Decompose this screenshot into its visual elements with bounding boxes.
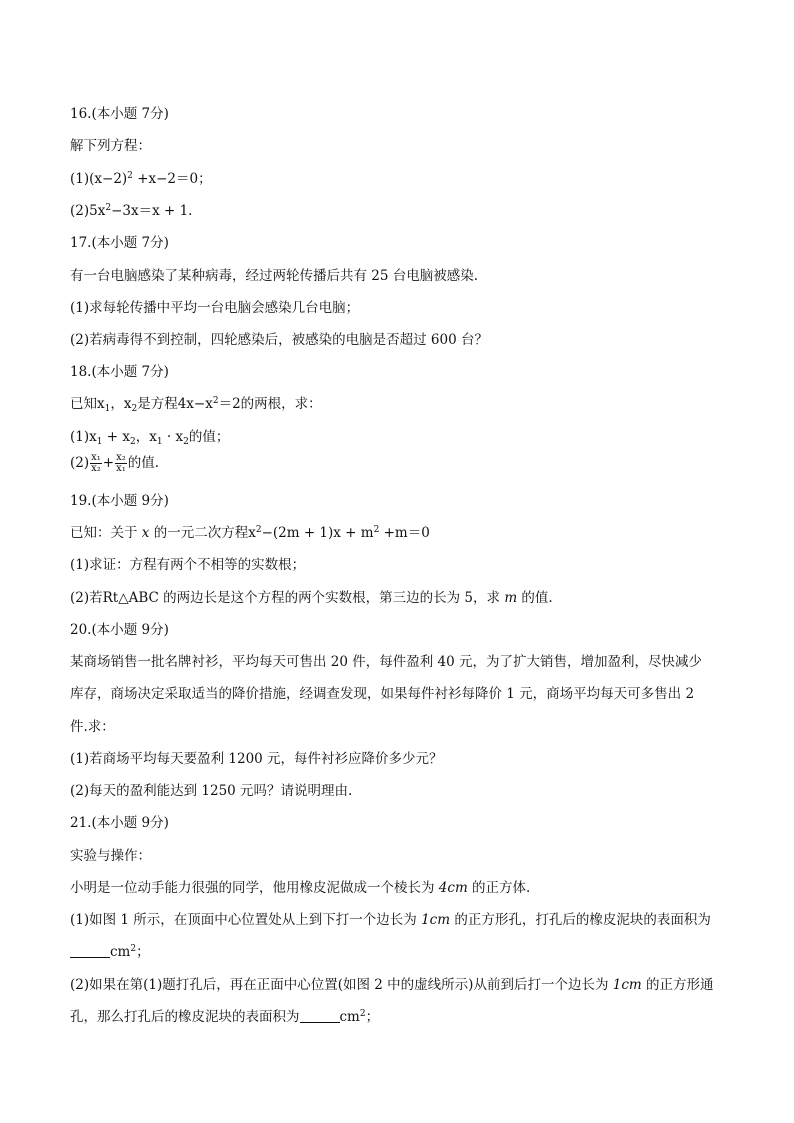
q21-stem: 小明是一位动手能力很强的同学，他用橡皮泥做成一个棱长为 4cm 的正方体. bbox=[70, 880, 531, 896]
q20-stem-line3: 件.求： bbox=[70, 719, 115, 735]
q20-stem-line2: 库存，商场决定采取适当的降价措施，经调查发现，如果每件衬衫每降价 1 元，商场平均每天可多售出 2 bbox=[70, 686, 695, 702]
q19-title: 19.(本小题 9分) bbox=[70, 493, 169, 509]
answer-blank[interactable] bbox=[300, 1009, 340, 1023]
q19-part1: (1)求证：方程有两个不相等的实数根； bbox=[70, 557, 306, 573]
q17-title: 17.(本小题 7分) bbox=[70, 235, 169, 251]
q17-part2: (2)若病毒得不到控制，四轮感染后，被感染的电脑是否超过 600 台？ bbox=[70, 332, 488, 348]
q18-part2: (2) $\frac{\text{x₁}}{\text{x₂}}$ + $\frac{\text{x₂}}{\text{x₁}}$ 的值. bbox=[70, 452, 160, 474]
q21-title: 21.(本小题 9分) bbox=[70, 815, 169, 831]
q20-part1: (1)若商场平均每天要盈利 1200 元，每件衬衫应降价多少元？ bbox=[70, 751, 443, 767]
q17-part1: (1)求每轮传播中平均一台电脑会感染几台电脑； bbox=[70, 300, 360, 316]
q21-part2-line1: (2)如果在第(1)题打孔后，再在正面中心位置(如图 2 中的虚线所示)从前到后打一个边长为 1cm 的正方形通 bbox=[70, 977, 714, 993]
q21-part1-line1: (1)如图 1 所示，在顶面中心位置处从上到下打一个边长为 1cm 的正方形孔，打孔后的橡皮泥块的表面积为 bbox=[70, 912, 711, 928]
answer-blank[interactable] bbox=[70, 944, 110, 958]
q16-title: 16.(本小题 7分) bbox=[70, 106, 169, 122]
q21-intro: 实验与操作： bbox=[70, 848, 151, 864]
q20-title: 20.(本小题 9分) bbox=[70, 622, 169, 638]
q18-part1: $(1)x_1 + x_2$，$x_1 \cdot x_2$的值； bbox=[70, 429, 230, 447]
q20-stem-line1: 某商场销售一批名牌衬衫，平均每天可售出 20 件，每件盈利 40 元，为了扩大销售，增加盈利，尽快减少 bbox=[70, 654, 703, 670]
q20-part2: (2)每天的盈利能达到 1250 元吗？请说明理由. bbox=[70, 783, 353, 799]
q16-prompt: 解下列方程： bbox=[70, 138, 151, 154]
q19-stem: 已知：关于 x 的一元二次方程$x^2-(2m + 1)x + m^2 +m=0$ bbox=[70, 525, 430, 541]
q17-stem: 有一台电脑感染了某种病毒，经过两轮传播后共有 25 台电脑被感染. bbox=[70, 268, 479, 284]
q16-part1: $(1)(x-2)^2 +x-2=0$； bbox=[70, 171, 212, 187]
q16-part2: $(2)5x^2-3x=x + 1$. bbox=[70, 203, 193, 219]
q21-part1-line2: $cm^2$； bbox=[70, 942, 150, 962]
fraction-x2-over-x1: $\frac{\text{x₂}}{\text{x₁}}$ bbox=[116, 452, 126, 474]
q21-part2-line2: 孔，那么打孔后的橡皮泥块的表面积为 $cm^2$； bbox=[70, 1009, 380, 1025]
q19-part2: (2)若Rt△ABC 的两边长是这个方程的两个实数根，第三边的长为 5，求 m 的值. bbox=[70, 590, 553, 606]
q18-title: 18.(本小题 7分) bbox=[70, 364, 169, 380]
fraction-x1-over-x2: $\frac{\text{x₁}}{\text{x₂}}$ bbox=[91, 452, 101, 474]
q18-stem: 已知$x_1$，$x_2$是方程$4x-x^2=2$的两根，求： bbox=[70, 396, 322, 414]
